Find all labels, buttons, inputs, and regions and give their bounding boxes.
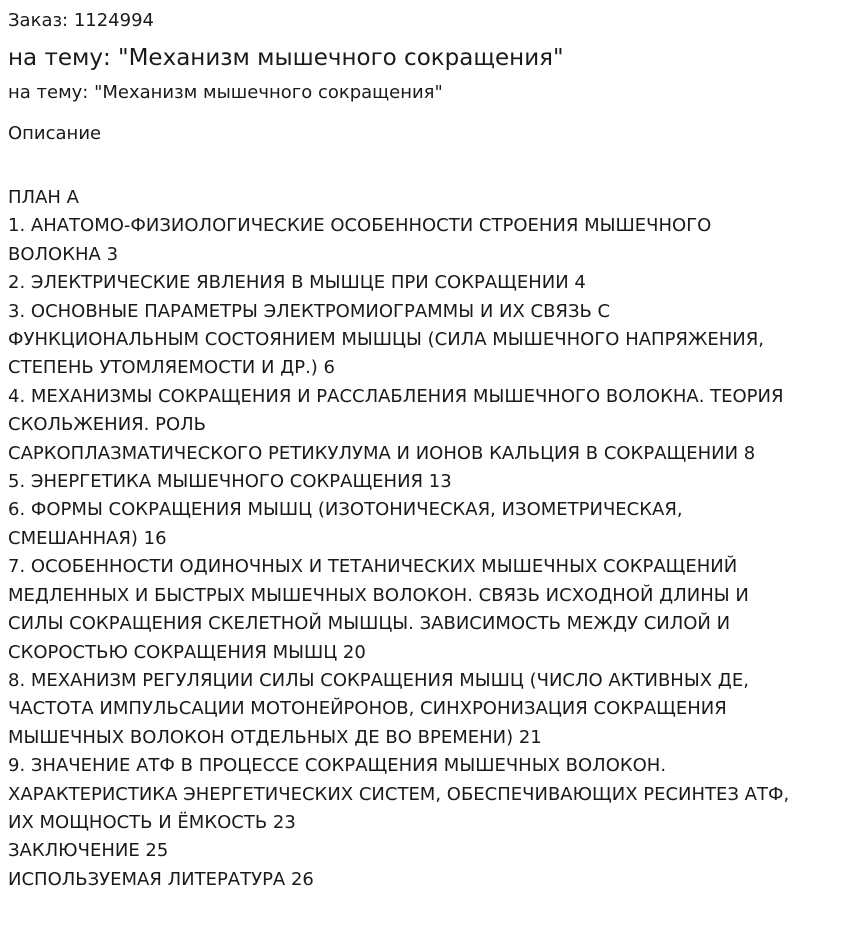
document-title: на тему: "Механизм мышечного сокращения" <box>8 45 564 71</box>
plan-line: 6. ФОРМЫ СОКРАЩЕНИЯ МЫШЦ (ИЗОТОНИЧЕСКАЯ, ИЗОМЕТРИЧЕСКАЯ, <box>8 499 683 521</box>
plan-line: МЫШЕЧНЫХ ВОЛОКОН ОТДЕЛЬНЫХ ДЕ ВО ВРЕМЕНИ) 21 <box>8 726 542 748</box>
plan-line: 1. АНАТОМО-ФИЗИОЛОГИЧЕСКИЕ ОСОБЕННОСТИ СТРОЕНИЯ МЫШЕЧНОГО <box>8 215 712 237</box>
plan-line: ВОЛОКНА 3 <box>8 243 119 265</box>
plan-line: ФУНКЦИОНАЛЬНЫМ СОСТОЯНИЕМ МЫШЦЫ (СИЛА МЫШЕЧНОГО НАПРЯЖЕНИЯ, <box>8 329 764 351</box>
description-label: Описание <box>8 123 102 144</box>
plan-line: ПЛАН А <box>8 187 79 208</box>
plan-line: СМЕШАННАЯ) 16 <box>8 527 167 549</box>
plan-line: 3. ОСНОВНЫЕ ПАРАМЕТРЫ ЭЛЕКТРОМИОГРАММЫ И ИХ СВЯЗЬ С <box>8 300 611 322</box>
document-subtitle: на тему: "Механизм мышечного сокращения" <box>8 82 443 103</box>
plan-line: ЧАСТОТА ИМПУЛЬСАЦИИ МОТОНЕЙРОНОВ, СИНХРОНИЗАЦИЯ СОКРАЩЕНИЯ <box>8 698 727 720</box>
plan-line: СИЛЫ СОКРАЩЕНИЯ СКЕЛЕТНОЙ МЫШЦЫ. ЗАВИСИМОСТЬ МЕЖДУ СИЛОЙ И <box>8 613 731 635</box>
plan-line: 2. ЭЛЕКТРИЧЕСКИЕ ЯВЛЕНИЯ В МЫШЦЕ ПРИ СОКРАЩЕНИИ 4 <box>8 272 586 294</box>
plan-line: СКОРОСТЬЮ СОКРАЩЕНИЯ МЫШЦ 20 <box>8 641 366 663</box>
plan-line: 9. ЗНАЧЕНИЕ АТФ В ПРОЦЕССЕ СОКРАЩЕНИЯ МЫШЕЧНЫХ ВОЛОКОН. <box>8 755 667 777</box>
plan-line: СТЕПЕНЬ УТОМЛЯЕМОСТИ И ДР.) 6 <box>8 357 335 379</box>
plan-line: ИХ МОЩНОСТЬ И ЁМКОСТЬ 23 <box>8 811 296 833</box>
plan-line: 7. ОСОБЕННОСТИ ОДИНОЧНЫХ И ТЕТАНИЧЕСКИХ МЫШЕЧНЫХ СОКРАЩЕНИЙ <box>8 556 738 578</box>
plan-contents <box>8 184 839 894</box>
plan-line: 5. ЭНЕРГЕТИКА МЫШЕЧНОГО СОКРАЩЕНИЯ 13 <box>8 471 452 493</box>
plan-line: 8. МЕХАНИЗМ РЕГУЛЯЦИИ СИЛЫ СОКРАЩЕНИЯ МЫШЦ (ЧИСЛО АКТИВНЫХ ДЕ, <box>8 669 749 691</box>
order-number: Заказ: 1124994 <box>8 10 154 31</box>
plan-line: САРКОПЛАЗМАТИЧЕСКОГО РЕТИКУЛУМА И ИОНОВ КАЛЬЦИЯ В СОКРАЩЕНИИ 8 <box>8 442 756 464</box>
plan-line: СКОЛЬЖЕНИЯ. РОЛЬ <box>8 414 207 436</box>
plan-line: 4. МЕХАНИЗМЫ СОКРАЩЕНИЯ И РАССЛАБЛЕНИЯ МЫШЕЧНОГО ВОЛОКНА. ТЕОРИЯ <box>8 385 784 407</box>
plan-line: ИСПОЛЬЗУЕМАЯ ЛИТЕРАТУРА 26 <box>8 868 314 890</box>
plan-line: МЕДЛЕННЫХ И БЫСТРЫХ МЫШЕЧНЫХ ВОЛОКОН. СВЯЗЬ ИСХОДНОЙ ДЛИНЫ И <box>8 584 749 606</box>
plan-line: ЗАКЛЮЧЕНИЕ 25 <box>8 840 169 862</box>
plan-line: ХАРАКТЕРИСТИКА ЭНЕРГЕТИЧЕСКИХ СИСТЕМ, ОБЕСПЕЧИВАЮЩИХ РЕСИНТЕЗ АТФ, <box>8 783 790 805</box>
